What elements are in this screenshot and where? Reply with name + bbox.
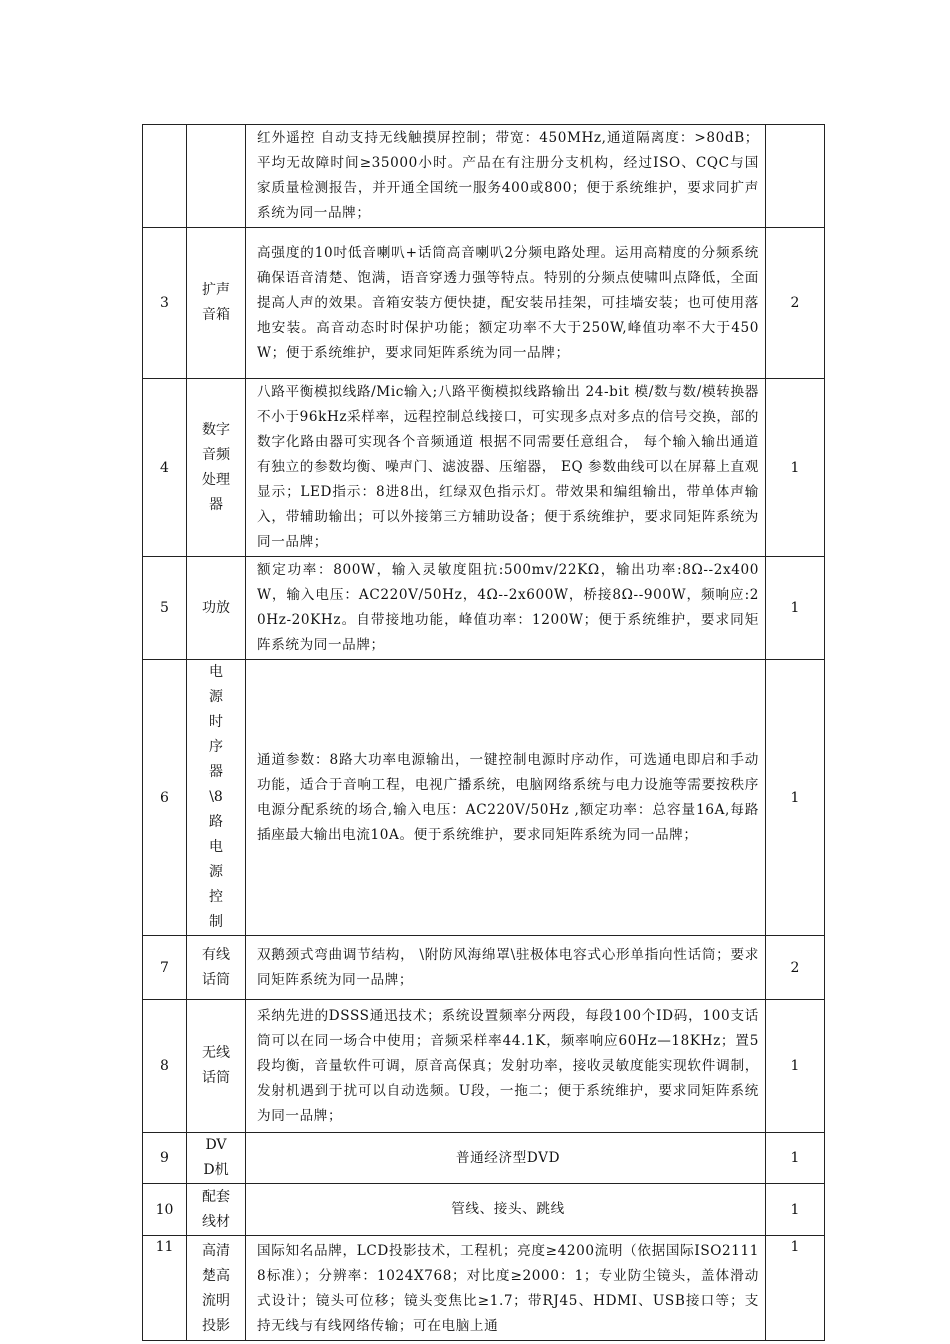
item-description: 通道参数：8路大功率电源输出，一键控制电源时序动作，可选通电即启和手动功能，适合于音响工程，电视广播系统，电脑网络系统与电力设施等需要按秩序电源分配系统的场合,输入电压：AC220V/50Hz ,额定功率：总容量16A,每路插座最大输出电流10A。便于系统维护，要求同矩阵系统为同一品牌；: [246, 660, 766, 936]
equipment-spec-table: [142, 124, 825, 1341]
item-name: 配套线材: [187, 1184, 246, 1236]
table-row: [143, 1000, 825, 1133]
row-number: 10: [143, 1184, 187, 1236]
row-number: 6: [143, 660, 187, 936]
item-description: 八路平衡模拟线路/Mic输入;八路平衡模拟线路输出 24-bit 模/数与数/模转换器 不小于96kHz采样率，远程控制总线接口，可实现多点对多点的信号交换，部的数字化路由器可实现各个音频通道 根据不同需要任意组合， 每个输入输出通道有独立的参数均衡、噪声门、滤波器、压缩器， EQ 参数曲线可以在屏幕上直观显示；LED指示：8进8出，红绿双色指示灯。带效果和编组输出，带单体声输入，带辅助输出；可以外接第三方辅助设备；便于系统维护，要求同矩阵系统为同一品牌；: [246, 379, 766, 557]
item-description: 采纳先进的DSSS通迅技术；系统设置频率分两段，每段100个ID码，100支话筒可以在同一场合中使用；音频采样率44.1K，频率响应60Hz—18KHz；置5段均衡，音量软件可调，原音高保真；发射功率，接收灵敏度能实现软件调制，发射机遇到于扰可以自动选频。U段，一拖二；便于系统维护，要求同矩阵系统为同一品牌；: [246, 1000, 766, 1133]
item-name: 功放: [187, 557, 246, 660]
row-number: 7: [143, 936, 187, 1000]
item-description: 普通经济型DVD: [246, 1133, 766, 1184]
item-name: DVD机: [187, 1133, 246, 1184]
row-number: 8: [143, 1000, 187, 1133]
item-name: 电源时序器\8路电源控制: [187, 660, 246, 936]
item-quantity: 1: [766, 379, 825, 557]
table-row: [143, 379, 825, 557]
item-name: 无线话筒: [187, 1000, 246, 1133]
item-quantity: 2: [766, 936, 825, 1000]
item-quantity: 1: [766, 1236, 825, 1341]
item-description: 国际知名品牌，LCD投影技术，工程机；亮度≥4200流明（依据国际ISO21118标准）；分辨率：1024X768；对比度≥2000：1；专业防尘镜头，盖体滑动式设计；镜头可位移；镜头变焦比≥1.7；带RJ45、HDMI、USB接口等；支持无线与有线网络传输；可在电脑上通: [246, 1236, 766, 1341]
item-name: 扩声音箱: [187, 228, 246, 379]
table-row: [143, 1184, 825, 1236]
row-number: 9: [143, 1133, 187, 1184]
item-name: 有线话筒: [187, 936, 246, 1000]
table-row: [143, 125, 825, 228]
row-number: 11: [143, 1236, 187, 1341]
row-number: 4: [143, 379, 187, 557]
item-description: 管线、接头、跳线: [246, 1184, 766, 1236]
table-row: [143, 1133, 825, 1184]
item-description: 红外遥控 自动支持无线触摸屏控制；带宽：450MHz,通道隔离度：>80dB；平均无故障时间≥35000小时。产品在有注册分支机构，经过ISO、CQC与国家质量检测报告，并开通全国统一服务400或800；便于系统维护，要求同扩声系统为同一品牌；: [246, 125, 766, 228]
item-name: 高清楚高流明投影: [187, 1236, 246, 1341]
item-name: 数字音频处理器: [187, 379, 246, 557]
item-description: 高强度的10吋低音喇叭+话筒高音喇叭2分频电路处理。运用高精度的分频系统确保语音清楚、饱满，语音穿透力强等特点。特别的分频点使啸叫点降低，全面提高人声的效果。音箱安装方便快捷，配安装吊挂架，可挂墙安装；也可使用落地安装。高音动态时时保护功能；额定功率不大于250W,峰值功率不大于450W；便于系统维护，要求同矩阵系统为同一品牌；: [246, 228, 766, 379]
table-row: [143, 936, 825, 1000]
item-description: 额定功率：800W，输入灵敏度阻抗:500mv/22KΩ，输出功率:8Ω--2x400W，输入电压：AC220V/50Hz，4Ω--2x600W，桥接8Ω--900W，频响应:20Hz-20KHz。自带接地功能，峰值功率：1200W；便于系统维护，要求同矩阵系统为同一品牌；: [246, 557, 766, 660]
row-number: 5: [143, 557, 187, 660]
item-name: [187, 125, 246, 228]
item-quantity: 1: [766, 1133, 825, 1184]
item-quantity: 1: [766, 557, 825, 660]
item-quantity: 1: [766, 1000, 825, 1133]
item-quantity: [766, 125, 825, 228]
item-quantity: 1: [766, 1184, 825, 1236]
row-number: 3: [143, 228, 187, 379]
table-row: [143, 228, 825, 379]
item-quantity: 2: [766, 228, 825, 379]
item-description: 双鹅颈式弯曲调节结构， \附防风海绵罩\驻极体电容式心形单指向性话筒；要求同矩阵系统为同一品牌；: [246, 936, 766, 1000]
item-quantity: 1: [766, 660, 825, 936]
table-row: [143, 660, 825, 936]
table-row: [143, 1236, 825, 1341]
table-row: [143, 557, 825, 660]
row-number: [143, 125, 187, 228]
